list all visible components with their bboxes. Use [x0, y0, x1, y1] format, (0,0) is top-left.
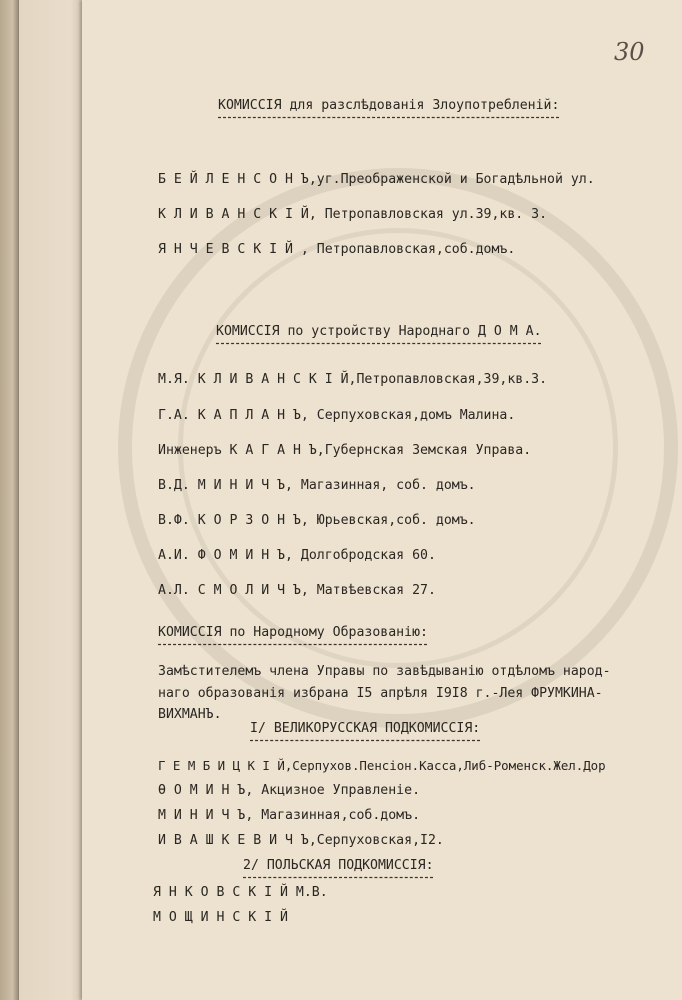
body-text-line: ВИХМАНЪ.: [158, 707, 222, 722]
back-sheet-edge: [0, 0, 18, 1000]
heading-peoples-house-commission: КОМИССIЯ по устройству Народнаго Д О М А.: [216, 324, 542, 339]
heading-education-commission: КОМИССIЯ по Народному Образованiю:: [158, 625, 428, 640]
member-line: В.Д. М И Н И Ч Ъ, Магазинная, соб. домъ.: [158, 478, 476, 493]
member-line: Б Е Й Л Е Н С О Н Ъ,уг.Преображенской и Богадѣльной ул.: [158, 172, 595, 187]
member-line: Я Н Ч Е В С К I Й , Петропавловская,соб.домъ.: [158, 242, 516, 257]
heading-polish-subcommission: 2/ ПОЛЬСКАЯ ПОДКОМИССIЯ:: [243, 858, 434, 873]
member-line: А.И. Ф О М И Н Ъ, Долгобродская 60.: [158, 548, 436, 563]
body-text-line: наго образованiя избрана I5 апрѣля I9I8 г.-Лея ФРУМКИНА-: [158, 686, 603, 701]
member-line: Я Н К О В С К I Й М.В.: [153, 885, 328, 900]
member-line: Ѳ О М И Н Ъ, Акцизное Управленiе.: [158, 783, 421, 798]
page-number: 30: [614, 38, 645, 66]
member-line: Инженеръ К А Г А Н Ъ,Губернская Земская Управа.: [158, 443, 532, 458]
member-line: М.Я. К Л И В А Н С К I Й,Петропавловская,39,кв.3.: [158, 372, 548, 387]
member-line: Г.А. К А П Л А Н Ъ, Серпуховская,домъ Малина.: [158, 408, 516, 423]
body-text-line: Замѣстителемъ члена Управы по завѣдыванiю отдѣломъ народ-: [158, 664, 611, 679]
heading-abuse-commission: КОМИССIЯ для разслѣдованiя Злоупотребленiй:: [218, 98, 560, 113]
member-line: Г Е М Б И Ц К I Й,Серпухов.Пенсiон.Касса,Либ-Роменск.Жел.Дор: [158, 758, 606, 773]
member-line: И В А Ш К Е В И Ч Ъ,Серпуховская,I2.: [158, 833, 444, 848]
member-line: К Л И В А Н С К I Й, Петропавловская ул.39,кв. 3.: [158, 207, 548, 222]
member-line: М И Н И Ч Ъ, Магазинная,соб.домъ.: [158, 808, 421, 823]
back-sheet: [18, 0, 83, 1000]
member-line: В.Ф. К О Р З О Н Ъ, Юрьевская,соб. домъ.: [158, 513, 476, 528]
member-line: А.Л. С М О Л И Ч Ъ, Матвѣевская 27.: [158, 583, 436, 598]
member-line: М О Щ И Н С К I Й: [153, 910, 288, 925]
heading-great-russian-subcommission: I/ ВЕЛИКОРУССКАЯ ПОДКОМИССIЯ:: [250, 721, 481, 736]
